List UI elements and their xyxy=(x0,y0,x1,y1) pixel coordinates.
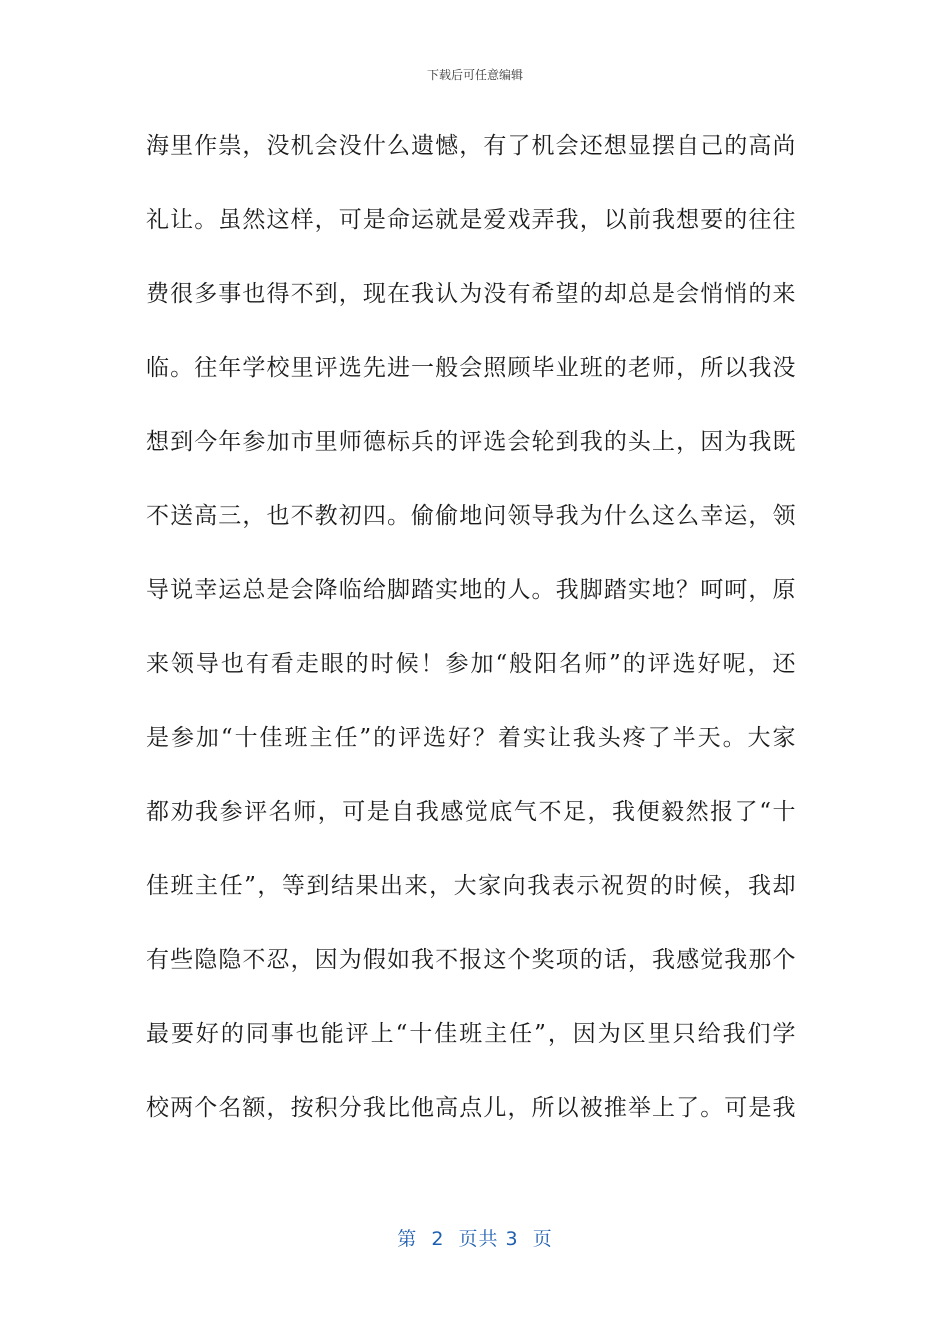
text-line: 导说幸运总是会降临给脚踏实地的人。我脚踏实地？呵呵，原 xyxy=(146,577,796,603)
text-line: 不送高三，也不教初四。偷偷地问领导我为什么这么幸运，领 xyxy=(146,503,796,529)
text-line: 最要好的同事也能评上“十佳班主任”，因为区里只给我们学 xyxy=(146,1021,796,1047)
text-line: 校两个名额，按积分我比他高点儿，所以被推举上了。可是我 xyxy=(146,1095,796,1121)
page-number: 第 2 页共 3 页 xyxy=(397,1228,553,1250)
header-note: 下载后可任意编辑 xyxy=(426,68,523,82)
text-line: 都劝我参评名师，可是自我感觉底气不足，我便毅然报了“十 xyxy=(146,799,796,825)
text-line: 想到今年参加市里师德标兵的评选会轮到我的头上，因为我既 xyxy=(146,429,796,455)
text-line: 是参加“十佳班主任”的评选好？着实让我头疼了半天。大家 xyxy=(146,725,796,751)
document-body xyxy=(146,124,796,1160)
text-line: 礼让。虽然这样，可是命运就是爱戏弄我，以前我想要的往往 xyxy=(146,207,796,233)
text-line: 费很多事也得不到，现在我认为没有希望的却总是会悄悄的来 xyxy=(146,281,796,307)
text-line: 佳班主任”，等到结果出来，大家向我表示祝贺的时候，我却 xyxy=(146,873,796,899)
text-line: 有些隐隐不忍，因为假如我不报这个奖项的话，我感觉我那个 xyxy=(146,947,796,973)
text-line: 来领导也有看走眼的时候！参加“般阳名师”的评选好呢，还 xyxy=(146,651,796,677)
text-line: 临。往年学校里评选先进一般会照顾毕业班的老师，所以我没 xyxy=(146,355,796,381)
text-line: 海里作祟，没机会没什么遗憾，有了机会还想显摆自己的高尚 xyxy=(146,133,796,159)
